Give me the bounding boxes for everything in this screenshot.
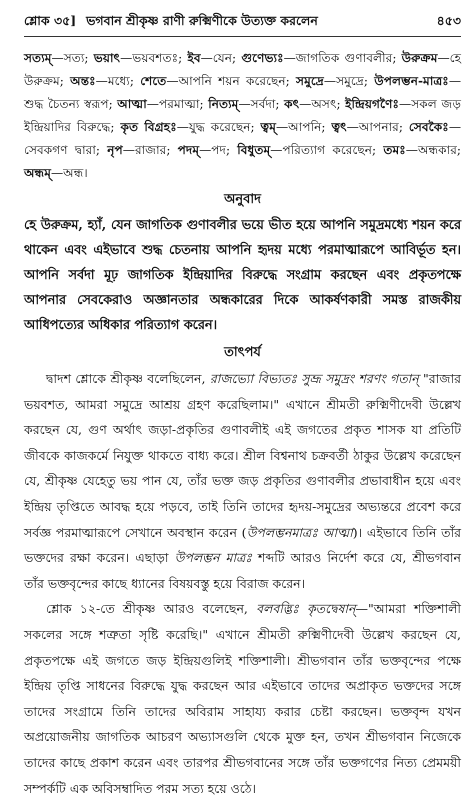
synonym-meaning: —পরমাত্মা; <box>146 97 204 111</box>
synonym-word: উরুক্রম <box>401 51 438 65</box>
purport-heading: তাৎপর্য <box>224 345 261 360</box>
running-header <box>24 6 461 37</box>
synonym-meaning: —ভয়বশতঃ; <box>120 51 183 65</box>
synonym-word: গুণেভ্যঃ <box>241 51 284 65</box>
synonym-word: উপলম্ভন-মাত্রঃ <box>374 74 449 88</box>
synonym-meaning: —সেবকগণ দ্বারা; <box>24 120 461 157</box>
synonym-word: ইব <box>187 51 201 65</box>
synonym-meaning: —যেন; <box>200 51 237 65</box>
purport-text <box>24 366 461 801</box>
synonym-word: সত্যম্ <box>24 51 52 65</box>
synonym-word: কৃত বিগ্রহঃ <box>120 120 177 134</box>
sanskrit-quote: বলবদ্ভিঃ কৃতদ্বেষান্ <box>256 601 356 617</box>
synonym-meaning: —সর্বদা; <box>238 97 280 111</box>
synonym-meaning: —আপনি শয়ন করেছেন; <box>166 74 290 88</box>
synonym-word: শেতে <box>140 74 167 88</box>
verse-reference: শ্লোক ৩৫] <box>24 13 77 28</box>
synonym-meaning: —মধ্যে; <box>95 74 134 88</box>
synonym-meaning: —রাজার; <box>122 143 171 157</box>
purport-text-run: শব্দটি আরও নির্দেশ করে যে, শ্রীভগবান তাঁর ভক্তবৃন্দের কাছে ধ্যানের বিষয়বস্তু হয়ে বিরাজ করেন। <box>24 550 461 591</box>
chapter-title: ভগবান শ্রীকৃষ্ণ রাণী রুক্মিণীকে উত্যক্ত করলেন <box>86 13 318 28</box>
synonym-meaning: —অন্ধকার; <box>405 143 462 157</box>
synonym-meaning: —পরিত্যাগ করেছেন; <box>270 143 377 157</box>
sanskrit-quote: রাজভ্যো বিভ্যতঃ সুভ্রূ সমুদ্রং শরণং গতান্ <box>209 371 419 386</box>
synonym-word: পদম্ <box>177 143 200 157</box>
sanskrit-quote: উপলম্ভনমাত্রঃ আত্মা <box>246 524 353 540</box>
synonym-word: অন্তঃ <box>70 74 96 88</box>
synonym-meaning: —আপনি; <box>275 120 326 134</box>
page-number: ৪৫৩ <box>436 13 461 28</box>
purport-paragraph <box>24 596 461 801</box>
purport-text-run: দ্বাদশ শ্লোকে শ্রীকৃষ্ণ বলেছিলেন, <box>46 371 210 386</box>
synonym-meaning: —শুদ্ধ চৈতন্য স্বরূপ; <box>24 74 461 111</box>
synonym-word: সেবকৈঃ <box>408 120 449 134</box>
synonym-meaning: —হে উরুক্রম; <box>24 51 462 88</box>
synonym-word: অন্ধম্ <box>24 166 51 180</box>
synonym-meaning: —আপনার; <box>346 120 403 134</box>
purport-paragraph <box>24 366 461 596</box>
synonym-meaning: —সত্য; <box>51 51 89 65</box>
synonym-meaning: —অন্ধ। <box>50 166 88 180</box>
synonym-word: ভয়াৎ <box>93 51 121 65</box>
purport-text-run: )। এইভাবে তিনি তাঁর ভক্তদের রক্ষা করেন। এছাড়া <box>24 524 461 566</box>
synonym-word: নৃপ <box>107 143 123 157</box>
synonym-meaning: —সমুদ্রে; <box>323 74 368 88</box>
synonym-word: কৎ <box>284 97 300 111</box>
synonym-meaning: —সকল জড় ইন্দ্রিয়াদির বিরুদ্ধে; <box>24 97 462 134</box>
header-left <box>24 6 318 36</box>
synonym-word: তমঃ <box>383 143 406 157</box>
purport-text-run: —"আমরা শক্তিশালী সকলের সঙ্গে শত্রুতা সৃষ্টি করেছি।" এখানে শ্রীমতী রুক্মিণীদেবী উল্লেখ করছেন যে, প্রকৃতপক্ষে এই জগতে জড় ইন্দ্রিয়গুলিই শক্তিশালী। শ্রীভগবান তাঁর ভক্তবৃন্দের পক্ষে ইন্দ্রিয় তৃপ্তি সাধনের বিরুদ্ধে যুদ্ধ করছেন আর এইভাবে তাদের অপ্রাকৃত ভক্তদের সঙ্গে তাদের সংগ্রামে তিনি তাদের অবিরাম সাহায্য করার চেষ্টা করছেন। ভক্তবৃন্দ যখন অপ্রয়োজনীয় জাগতিক আচরণ অভ্যাসগুলি থেকে মুক্ত হন, তখন শ্রীভগবান নিজেকে তাদের কাছে প্রকাশ করেন এবং তারপর শ্রীভগবানের সঙ্গে তাঁর ভক্তগণের নিত্য প্রেমময়ী সম্পর্কটি এক অবিসম্বাদিত পরম সত্য হয়ে ওঠে। <box>24 601 461 796</box>
synonym-word: ত্বৎ <box>331 120 347 134</box>
synonym-meaning: —যুদ্ধ করেছেন; <box>176 120 255 134</box>
purport-text-run: শ্লোক ১২-তে শ্রীকৃষ্ণ আরও বলেছেন, <box>46 601 257 617</box>
synonym-word: ইন্দ্রিয়গণৈঃ <box>345 97 399 111</box>
word-for-word-synonyms <box>24 47 461 185</box>
synonym-word: সমুদ্রে <box>296 74 324 88</box>
purport-text-run: "রাজার ভয়বশত, আমরা সমুদ্রে আশ্রয় গ্রহণ করেছিলাম।" এখানে শ্রীমতী রুক্মিণীদেবী উল্লেখ করছেন যে, গুণ অর্থাৎ জড়া-প্রকৃতির গুণাবলীই এই জগতের প্রকৃত শাসক যা প্রতিটি জীবকে কাজকর্মে নিযুক্ত থাকতে বাধ্য করে। শ্রীল বিশ্বনাথ চক্রবর্তী ঠাকুর উল্লেখ করেছেন যে, শ্রীকৃষ্ণ যেহেতু ভয় পান যে, তাঁর ভক্ত জড় প্রকৃতির গুণাবলীর প্রভাবাধীন হয়ে এবং ইন্দ্রিয় তৃপ্তিতে আবদ্ধ হয়ে পড়বে, তাই তিনি তাদের হৃদয়-সমুদ্রের অভ্যন্তরে প্রবেশ করে সর্বজ্ঞ পরমাত্মারূপে সেখানে অবস্থান করেন ( <box>24 371 461 540</box>
synonym-word: বিধুতম্ <box>237 143 271 157</box>
synonym-word: নিত্যম্ <box>208 97 239 111</box>
translation-text: হে উরুক্রম, হ্যাঁ, যেন জাগতিক গুণাবলীর ভয়ে ভীত হয়ে আপনি সমুদ্রমধ্যে শয়ন করে থাকেন এবং এইভাবে শুদ্ধ চেতনায় আপনি হৃদয় মধ্যে পরমাত্মারূপে আবির্ভূত হন। আপনি সর্বদা মূঢ় জাগতিক ইন্দ্রিয়াদির বিরুদ্ধে সংগ্রাম করছেন এবং প্রকৃতপক্ষে আপনার সেবকেরাও অজ্ঞানতার অন্ধকারের দিকে আকর্ষণকারী সমস্ত রাজকীয় আধিপত্যের অধিকার পরিত্যাগ করেন। <box>24 218 461 333</box>
synonym-meaning: —অসৎ; <box>299 97 341 111</box>
synonym-word: ত্বম্ <box>260 120 276 134</box>
synonym-meaning: —জাগতিক গুণাবলীর; <box>283 51 397 65</box>
sanskrit-quote: উপলম্ভন মাত্রঃ <box>174 550 252 566</box>
synonym-word: আত্মা <box>117 97 147 111</box>
translation-heading: অনুবাদ <box>224 192 261 207</box>
synonym-meaning: —পদ; <box>199 143 231 157</box>
